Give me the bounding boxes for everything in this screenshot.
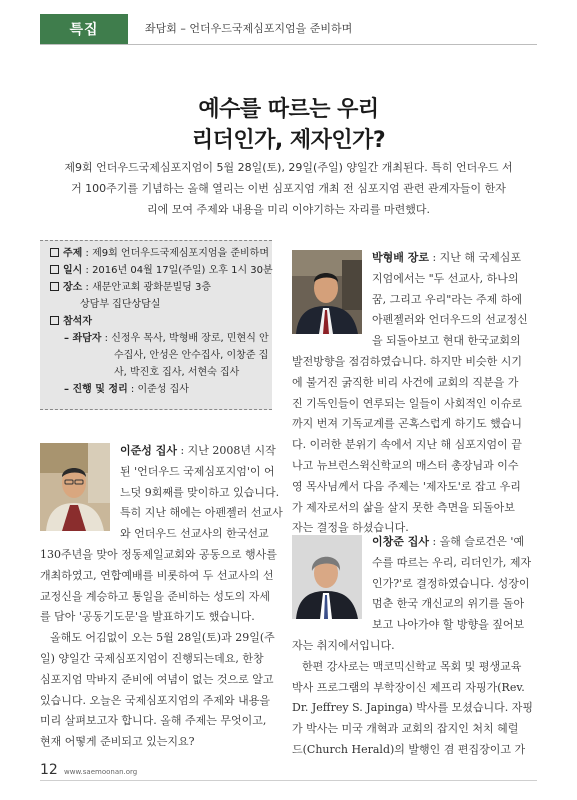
text-line: 아펜젤러와 언더우드의 선교정신 xyxy=(372,313,528,327)
text-line: 영 목사님께서 다음 주제는 '제자도'로 잡고 우리 xyxy=(292,479,521,493)
info-date-value: 2016년 04월 17일(주일) 오후 1시 30분 xyxy=(92,265,273,276)
text-line: 교정신을 계승하고 통일을 준비하는 성도의 자세 xyxy=(40,589,271,603)
right-column-body-2 xyxy=(292,636,537,761)
text-line: 된 '언더우드 국제심포지엄'이 어 xyxy=(120,464,275,478)
left-column-intro: 이준성 집사 : 지난 2008년 시작 된 '언더우드 국제심포지엄'이 어 느덧 9회째를 맞이하고 있습니다. 특히 지난 해에는 아펜젤러 선교사 와 언더우드 선교사의 한국선교 xyxy=(120,441,272,545)
speaker-photo-park-hyungbae xyxy=(292,250,362,334)
info-moderator-value: 이준성 집사 xyxy=(137,384,189,395)
text-line: 지엄에서는 "두 선교사, 하나의 xyxy=(372,271,519,285)
info-panel: – 좌담자 : 신정우 목사, 박형배 장로, 민현식 안 xyxy=(64,333,269,344)
info-place-line-2: 상담부 집단상담실 xyxy=(80,299,161,310)
right-column-intro-1: 박형배 장로 : 지난 해 국제심포 지엄에서는 "두 선교사, 하나의 꿈, 그리고 우리"라는 주제 하에 아펜젤러와 언더우드의 선교정신 을 되돌아보고 현대 한국교회의 xyxy=(372,248,537,352)
text-line: 지난 2008년 시작 xyxy=(187,444,276,457)
text-line: 130주년을 맞아 정동제일교회와 공동으로 행사를 xyxy=(40,548,277,561)
text-line: 가 박사는 미국 개혁과 교회의 잡지인 처치 헤럴 xyxy=(292,722,519,736)
info-topic: 주제 : 제9회 언더우드국제심포지엄을 준비하며 xyxy=(50,245,262,262)
text-line: 을 되돌아보고 현대 한국교회의 xyxy=(372,334,521,348)
bullet-square-icon xyxy=(50,248,59,257)
text-line: 를 담아 '공동기도문'을 발표하기도 했습니다. xyxy=(40,610,255,624)
article-intro xyxy=(60,157,517,220)
footer-divider xyxy=(40,780,537,781)
section-subtitle: 좌담회 – 언더우드국제심포지엄을 준비하며 xyxy=(145,22,353,35)
info-panel-line-2: 수집사, 안성은 안수집사, 이창준 집 xyxy=(114,350,269,361)
text-line: 한편 강사로는 맥코믹신학교 목회 및 평생교육 xyxy=(302,659,522,673)
text-line: 현재 어떻게 준비되고 있는지요? xyxy=(40,735,195,749)
text-line: 있습니다. 오늘은 국제심포지엄의 주제와 내용을 xyxy=(40,693,271,707)
text-line: 와 언더우드 선교사의 한국선교 xyxy=(120,527,269,541)
text-line: 수를 따르는 우리, 리더인가, 제자 xyxy=(372,555,532,569)
text-line: 멈춘 한국 개신교의 위기를 돌아 xyxy=(372,597,525,611)
text-line: 특히 지난 해에는 아펜젤러 선교사 xyxy=(120,506,283,520)
speaker-name: 이창준 집사 xyxy=(372,535,429,548)
intro-line: 제9회 언더우드국제심포지엄이 5월 28일(토), 29일(주일) 양일간 개최된다. 특히 언더우드 서 xyxy=(64,161,513,174)
info-topic-value: 제9회 언더우드국제심포지엄을 준비하며 xyxy=(92,248,270,259)
text-line: 자는 결정을 하셨습니다. xyxy=(292,521,409,535)
text-line: 올해 슬로건은 '예 xyxy=(439,535,525,548)
speaker-name: 이준성 집사 xyxy=(120,444,177,457)
text-line: 다. 이러한 분위기 속에서 지난 해 심포지엄이 끝 xyxy=(292,438,522,452)
text-line: 진 기독인들이 연루되는 일들이 사회적인 이슈로 xyxy=(292,396,523,410)
text-line: 자는 취지에서입니다. xyxy=(292,639,395,652)
text-line: 꿈, 그리고 우리"라는 주제 하에 xyxy=(372,292,523,306)
speaker-name: 박형배 장로 xyxy=(372,251,429,264)
info-place-value: 새문안교회 광화문빌딩 3층 xyxy=(92,282,212,293)
info-attendees-label: 참석자 xyxy=(63,316,92,327)
info-date: 일시 : 2016년 04월 17일(주일) 오후 1시 30분 xyxy=(50,262,262,279)
text-line: 느덧 9회째를 맞이하고 있습니다. xyxy=(120,485,280,499)
info-attendees xyxy=(50,313,262,330)
info-panel-label: 좌담자 xyxy=(72,333,102,344)
text-line: 개최하였고, 연합예배를 비롯하여 두 선교사의 선 xyxy=(40,568,274,582)
footer-url: www.saemoonan.org xyxy=(64,768,138,776)
text-line: 미리 살펴보고자 합니다. 올해 주제는 무엇이고, xyxy=(40,714,267,728)
text-line: 에 불거진 굵직한 비리 사건에 교회의 직분을 가 xyxy=(292,375,519,389)
text-line: 보고 나아가야 할 방향을 짚어보 xyxy=(372,618,525,632)
text-line: Dr. Jeffrey S. Japinga) 박사를 모셨습니다. 자핑 xyxy=(292,701,533,715)
intro-line: 리에 모여 주제와 내용을 미리 이야기하는 자리를 마련했다. xyxy=(147,203,430,216)
info-panel-value: 신정우 목사, 박형배 장로, 민현식 안 xyxy=(111,333,269,344)
page-number: 12 xyxy=(40,762,58,778)
text-line: 일) 양일간 국제심포지엄이 진행되는데요, 한창 xyxy=(40,651,264,665)
article-title-line-2: 리더인가, 제자인가? xyxy=(191,128,386,153)
text-line: 지난 해 국제심포 xyxy=(439,251,522,264)
text-line: 가 제자로서의 삶을 살지 못한 측면을 되돌아보 xyxy=(292,500,515,514)
text-line: 올해도 어김없이 오는 5월 28일(토)과 29일(주 xyxy=(50,631,275,645)
right-column-body-1 xyxy=(292,352,537,539)
info-moderator: – 진행 및 정리 : 이준성 집사 xyxy=(64,384,189,395)
article-title-line-1: 예수를 따르는 우리 xyxy=(198,97,379,122)
info-place: 장소 : 새문안교회 광화문빌딩 3층 xyxy=(50,279,262,296)
info-moderator-label: 진행 및 정리 xyxy=(72,384,128,395)
bullet-square-icon xyxy=(50,316,59,325)
section-badge: 특집 xyxy=(40,14,128,44)
text-line: 나고 뉴브런스윅신학교의 매스터 총장님과 이수 xyxy=(292,458,519,472)
header-divider xyxy=(40,44,537,45)
text-line: 심포지엄 막바지 준비에 여념이 없는 것으로 알고 xyxy=(40,672,274,686)
info-date-label: 일시 xyxy=(63,265,83,276)
right-column-intro-2: 이창준 집사 : 올해 슬로건은 '예 수를 따르는 우리, 리더인가, 제자 인가?'로 결정하였습니다. 성장이 멈춘 한국 개신교의 위기를 돌아 보고 나아가야 할 방향을 짚어보 xyxy=(372,532,537,636)
speaker-photo-lee-changjun xyxy=(292,535,362,619)
info-place-label: 장소 xyxy=(63,282,83,293)
info-topic-label: 주제 xyxy=(63,248,83,259)
text-line: 드(Church Herald)의 발행인 겸 편집장이고 가 xyxy=(292,742,526,756)
bullet-square-icon xyxy=(50,282,59,291)
text-line: 인가?'로 결정하였습니다. 성장이 xyxy=(372,576,530,590)
intro-line: 거 100주기를 기념하는 올해 열리는 이번 심포지엄 개최 전 심포지엄 관련 관계자들이 한자 xyxy=(71,182,506,195)
text-line: 까지 번져 기독교계를 곤혹스럽게 하기도 했습니 xyxy=(292,417,523,431)
text-line: 박사 프로그램의 부학장이신 제프리 자핑가(Rev. xyxy=(292,680,525,694)
meeting-info-box xyxy=(40,240,272,410)
left-column-body xyxy=(40,545,277,753)
speaker-photo-lee-junsung xyxy=(40,443,110,531)
info-panel-line-3: 사, 박진호 집사, 서현숙 집사 xyxy=(114,367,240,378)
text-line: 발전방향을 점검하였습니다. 하지만 비슷한 시기 xyxy=(292,355,523,368)
bullet-square-icon xyxy=(50,265,59,274)
